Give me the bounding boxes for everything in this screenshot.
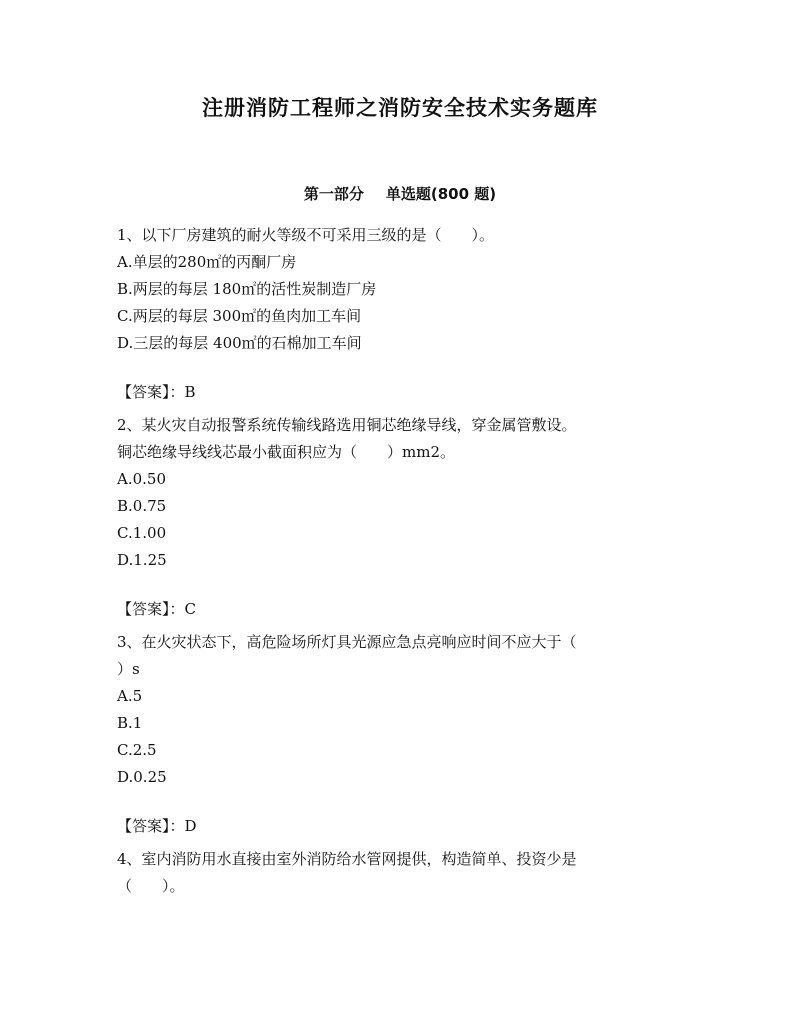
option-a: A.0.50 <box>117 470 166 488</box>
question-text <box>117 412 687 466</box>
question-line: ）s <box>117 660 140 678</box>
question-block <box>117 629 687 840</box>
question-list <box>117 222 687 900</box>
question-text <box>117 846 687 900</box>
question-block <box>117 222 687 406</box>
option-a: A.5 <box>117 687 143 705</box>
option-d: D.三层的每层 400㎡的石棉加工车间 <box>117 334 362 352</box>
question-text <box>117 222 687 249</box>
option-c: C.两层的每层 300㎡的鱼肉加工车间 <box>117 307 362 325</box>
question-line: 3、在火灾状态下，高危险场所灯具光源应急点亮响应时间不应大于（ <box>117 633 577 651</box>
section-heading <box>0 183 800 204</box>
option-c: C.2.5 <box>117 741 157 759</box>
section-part: 第一部分 <box>303 185 364 203</box>
question-text <box>117 629 687 683</box>
option-a: A.单层的280㎡的丙酮厂房 <box>117 253 297 271</box>
option-b: B.两层的每层 180㎡的活性炭制造厂房 <box>117 280 377 298</box>
option-c: C.1.00 <box>117 524 167 542</box>
option-b: B.0.75 <box>117 497 167 515</box>
question-line: 4、室内消防用水直接由室外消防给水管网提供，构造简单、投资少是 <box>117 850 577 868</box>
answer-line: 【答案】：B <box>117 383 196 401</box>
option-d: D.1.25 <box>117 551 167 569</box>
answer-line: 【答案】：C <box>117 600 196 618</box>
question-line: 2、某火灾自动报警系统传输线路选用铜芯绝缘导线，穿金属管敷设。 <box>117 416 577 434</box>
answer-line: 【答案】：D <box>117 817 197 835</box>
section-name: 单选题(800 题) <box>385 185 497 203</box>
option-d: D.0.25 <box>117 768 167 786</box>
question-block <box>117 412 687 623</box>
question-line: 1、以下厂房建筑的耐火等级不可采用三级的是（ ）。 <box>117 226 495 244</box>
document-title: 注册消防工程师之消防安全技术实务题库 <box>202 96 598 120</box>
question-line: 铜芯绝缘导线线芯最小截面积应为（ ）mm2。 <box>117 443 455 461</box>
option-b: B.1 <box>117 714 143 732</box>
question-block <box>117 846 687 900</box>
question-line: （ ）。 <box>117 877 185 895</box>
